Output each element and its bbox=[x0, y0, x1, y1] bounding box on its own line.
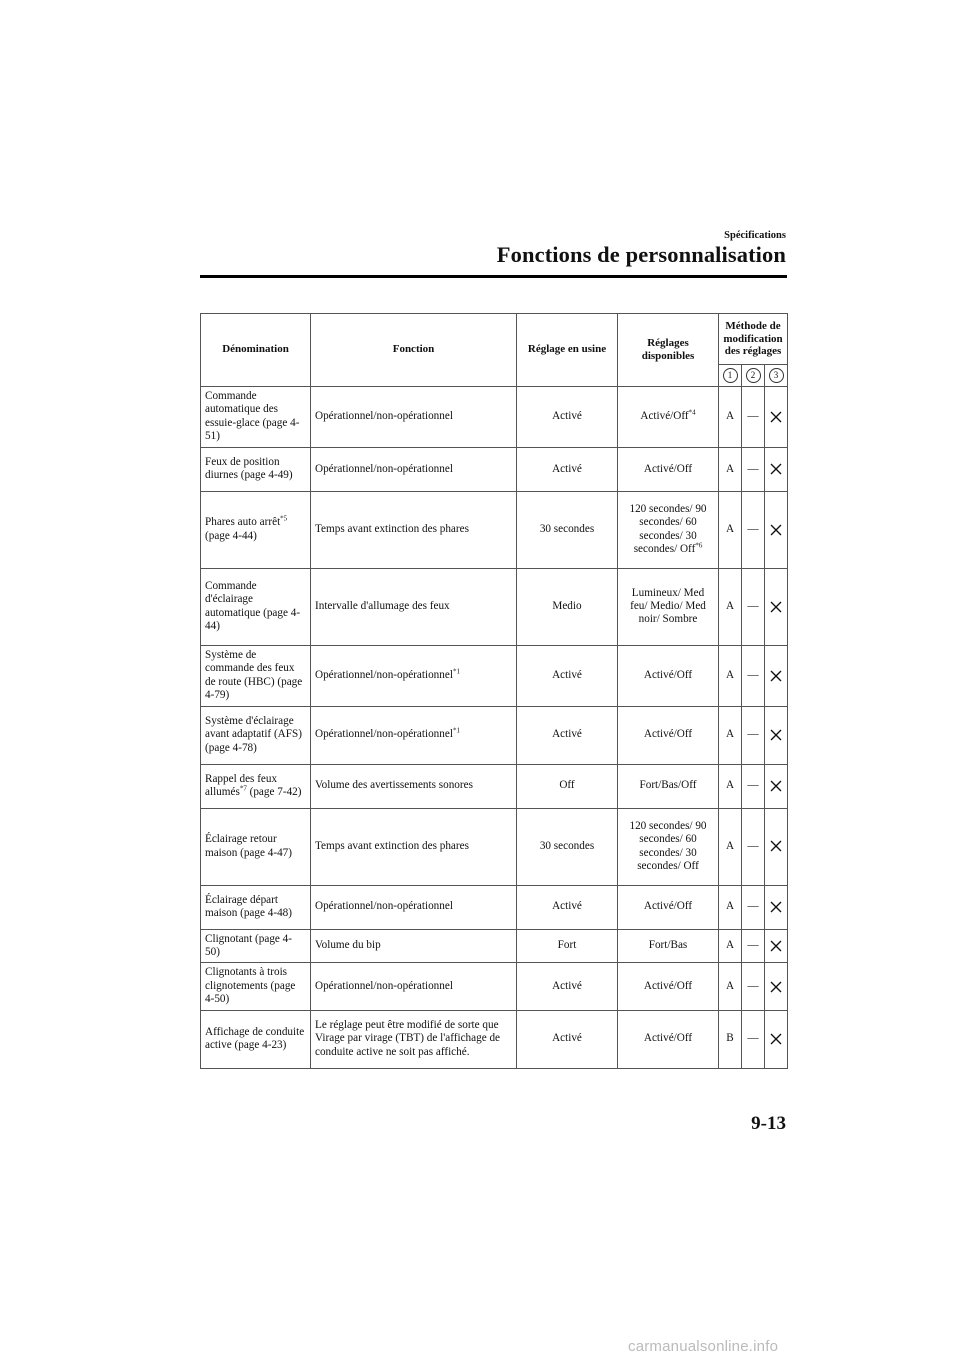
available-text: Lumineux/ Med feu/ Medio/ Med noir/ Sombre bbox=[630, 586, 706, 626]
watermark: carmanualsonline.info bbox=[628, 1338, 779, 1355]
cell-method-2: — bbox=[742, 1010, 765, 1068]
cell-method-3 bbox=[765, 929, 788, 963]
table-row bbox=[201, 963, 788, 1010]
function-text: Opérationnel/non-opérationnel bbox=[315, 979, 453, 992]
cell-method-3 bbox=[765, 808, 788, 885]
table-row bbox=[201, 929, 788, 963]
cell-method-2: — bbox=[742, 808, 765, 885]
cell-factory-setting: 30 secondes bbox=[517, 808, 618, 885]
name-text: Système de commande des feux de route (HBC) (page 4-79) bbox=[205, 648, 303, 702]
cell-method-2: — bbox=[742, 963, 765, 1010]
cell-method-2: — bbox=[742, 929, 765, 963]
cell-factory-setting: Off bbox=[517, 764, 618, 808]
cell-factory-setting: Activé bbox=[517, 645, 618, 706]
table-row bbox=[201, 645, 788, 706]
table-row bbox=[201, 885, 788, 929]
name-page-ref: (page 7-42) bbox=[246, 786, 302, 798]
cross-icon bbox=[769, 462, 783, 476]
function-text: Opérationnel/non-opérationnel bbox=[315, 668, 453, 681]
cell-factory-setting: Fort bbox=[517, 929, 618, 963]
cell-factory-setting: Activé bbox=[517, 963, 618, 1010]
cell-function bbox=[311, 808, 517, 885]
cross-icon bbox=[769, 980, 783, 994]
cell-factory-setting: Activé bbox=[517, 1010, 618, 1068]
cell-name bbox=[201, 764, 311, 808]
cell-method-2: — bbox=[742, 447, 765, 491]
cell-method-1: A bbox=[719, 706, 742, 764]
function-text: Opérationnel/non-opérationnel bbox=[315, 410, 453, 423]
cell-method-1: A bbox=[719, 808, 742, 885]
cell-method-2: — bbox=[742, 568, 765, 645]
cell-name bbox=[201, 491, 311, 568]
name-text: Rappel des feux allumés bbox=[205, 772, 278, 798]
cell-method-1: A bbox=[719, 764, 742, 808]
available-footnote: *4 bbox=[688, 408, 696, 417]
name-footnote: *7 bbox=[239, 784, 247, 793]
cell-method-1: A bbox=[719, 447, 742, 491]
available-text: Activé/Off bbox=[643, 462, 693, 475]
cell-available-settings bbox=[618, 808, 719, 885]
cell-method-3 bbox=[765, 447, 788, 491]
cross-icon bbox=[769, 523, 783, 537]
table-row bbox=[201, 491, 788, 568]
cell-method-2: — bbox=[742, 706, 765, 764]
cell-method-3 bbox=[765, 1010, 788, 1068]
cell-method-1: A bbox=[719, 491, 742, 568]
available-text: Activé/Off bbox=[640, 410, 689, 423]
name-text: Système d'éclairage avant adaptatif (AFS) (page 4-78) bbox=[205, 714, 302, 754]
cell-function bbox=[311, 568, 517, 645]
cross-icon bbox=[769, 600, 783, 614]
name-text: Affichage de conduite active (page 4-23) bbox=[205, 1025, 305, 1052]
cell-method-3 bbox=[765, 963, 788, 1010]
table-row bbox=[201, 808, 788, 885]
available-text: Activé/Off bbox=[643, 900, 693, 913]
table-row bbox=[201, 706, 788, 764]
section-label: Spécifications bbox=[724, 230, 786, 241]
cell-available-settings bbox=[618, 568, 719, 645]
available-text: Activé/Off bbox=[643, 1032, 693, 1045]
cross-icon bbox=[769, 728, 783, 742]
header-function: Fonction bbox=[311, 314, 517, 387]
cell-method-1: A bbox=[719, 645, 742, 706]
cross-icon bbox=[769, 939, 783, 953]
cell-name bbox=[201, 885, 311, 929]
header-factory: Réglage en usine bbox=[517, 314, 618, 387]
cell-method-3 bbox=[765, 645, 788, 706]
function-text: Opérationnel/non-opérationnel bbox=[315, 900, 453, 913]
name-text: Clignotant (page 4-50) bbox=[205, 932, 292, 958]
function-text: Le réglage peut être modifié de sorte que Virage par virage (TBT) de l'affichage de conduite active ne soit pas affiché. bbox=[315, 1019, 501, 1058]
cell-name bbox=[201, 1010, 311, 1068]
cell-available-settings bbox=[618, 963, 719, 1010]
cell-method-1: A bbox=[719, 568, 742, 645]
cell-available-settings bbox=[618, 764, 719, 808]
page-number: 9-13 bbox=[751, 1113, 786, 1134]
cell-factory-setting: Medio bbox=[517, 568, 618, 645]
name-text: Feux de position diurnes (page 4-49) bbox=[205, 455, 293, 482]
cell-available-settings bbox=[618, 929, 719, 963]
cell-method-2: — bbox=[742, 491, 765, 568]
cell-available-settings bbox=[618, 706, 719, 764]
available-text: 120 secondes/ 90 secondes/ 60 secondes/ 30 secondes/ Off bbox=[629, 502, 707, 556]
cell-method-2: — bbox=[742, 387, 765, 448]
table-row bbox=[201, 568, 788, 645]
cell-method-3 bbox=[765, 387, 788, 448]
name-page-ref: (page 4-44) bbox=[205, 529, 257, 542]
cell-method-2: — bbox=[742, 885, 765, 929]
table-header-row bbox=[201, 314, 788, 365]
available-text: 120 secondes/ 90 secondes/ 60 secondes/ 30 secondes/ Off bbox=[629, 819, 707, 872]
function-text: Opérationnel/non-opérationnel bbox=[315, 728, 453, 741]
cell-method-2: — bbox=[742, 764, 765, 808]
cell-method-1: A bbox=[719, 387, 742, 448]
available-text: Activé/Off bbox=[643, 728, 693, 741]
cell-method-3 bbox=[765, 885, 788, 929]
cell-name bbox=[201, 387, 311, 448]
table-row bbox=[201, 764, 788, 808]
cell-available-settings bbox=[618, 645, 719, 706]
cell-name bbox=[201, 568, 311, 645]
available-text: Activé/Off bbox=[643, 979, 693, 992]
name-text: Clignotants à trois clignotements (page 4-50) bbox=[205, 966, 296, 1006]
method-2-icon: 2 bbox=[746, 368, 761, 383]
cell-available-settings bbox=[618, 491, 719, 568]
cell-method-1: A bbox=[719, 963, 742, 1010]
name-text: Commande automatique des essuie-glace (page 4-51) bbox=[205, 390, 300, 443]
cell-factory-setting: Activé bbox=[517, 447, 618, 491]
function-text: Temps avant extinction des phares bbox=[315, 839, 469, 852]
available-text: Fort/Bas/Off bbox=[639, 779, 697, 792]
cell-factory-setting: Activé bbox=[517, 885, 618, 929]
page-title: Fonctions de personnalisation bbox=[496, 242, 786, 267]
function-text: Opérationnel/non-opérationnel bbox=[315, 462, 453, 475]
cross-icon bbox=[769, 1032, 783, 1046]
table-row bbox=[201, 1010, 788, 1068]
available-text: Activé/Off bbox=[643, 668, 693, 681]
customization-table bbox=[200, 313, 788, 1069]
cross-icon bbox=[769, 839, 783, 853]
cell-function bbox=[311, 1010, 517, 1068]
cell-name bbox=[201, 706, 311, 764]
available-footnote: *6 bbox=[695, 541, 703, 550]
cell-function bbox=[311, 447, 517, 491]
cell-available-settings bbox=[618, 387, 719, 448]
cell-function bbox=[311, 645, 517, 706]
cell-function bbox=[311, 885, 517, 929]
cell-factory-setting: 30 secondes bbox=[517, 491, 618, 568]
cell-available-settings bbox=[618, 1010, 719, 1068]
function-text: Temps avant extinction des phares bbox=[315, 523, 469, 536]
cell-available-settings bbox=[618, 885, 719, 929]
cell-method-1: A bbox=[719, 885, 742, 929]
function-footnote: *1 bbox=[452, 726, 460, 735]
name-footnote: *5 bbox=[280, 514, 288, 523]
name-text: Éclairage départ maison (page 4-48) bbox=[205, 893, 292, 919]
cell-function bbox=[311, 706, 517, 764]
method-3-icon: 3 bbox=[769, 368, 784, 383]
cell-factory-setting: Activé bbox=[517, 387, 618, 448]
cell-function bbox=[311, 491, 517, 568]
name-text: Phares auto arrêt bbox=[205, 516, 281, 529]
function-footnote: *1 bbox=[452, 667, 460, 676]
cell-function bbox=[311, 387, 517, 448]
cell-function bbox=[311, 764, 517, 808]
cell-method-3 bbox=[765, 764, 788, 808]
function-text: Intervalle d'allumage des feux bbox=[315, 600, 450, 613]
header-available: Réglages disponibles bbox=[618, 314, 719, 387]
cell-function bbox=[311, 963, 517, 1010]
cell-name bbox=[201, 447, 311, 491]
cross-icon bbox=[769, 900, 783, 914]
name-text: Commande d'éclairage automatique (page 4-44) bbox=[205, 579, 301, 633]
table-row bbox=[201, 447, 788, 491]
function-text: Volume des avertissements sonores bbox=[315, 779, 473, 792]
cell-name bbox=[201, 808, 311, 885]
method-1-icon: 1 bbox=[723, 368, 738, 383]
table-row bbox=[201, 387, 788, 448]
cell-name bbox=[201, 929, 311, 963]
cell-name bbox=[201, 645, 311, 706]
cell-factory-setting: Activé bbox=[517, 706, 618, 764]
function-text: Volume du bip bbox=[315, 939, 381, 952]
header-methods: Méthode de modification des réglages bbox=[719, 314, 788, 365]
name-text: Éclairage retour maison (page 4-47) bbox=[205, 833, 292, 859]
cross-icon bbox=[769, 779, 783, 793]
cell-name bbox=[201, 963, 311, 1010]
cell-method-1: B bbox=[719, 1010, 742, 1068]
cell-function bbox=[311, 929, 517, 963]
cell-available-settings bbox=[618, 447, 719, 491]
cell-method-1: A bbox=[719, 929, 742, 963]
available-text: Fort/Bas bbox=[648, 939, 688, 952]
header-name: Dénomination bbox=[201, 314, 311, 387]
cross-icon bbox=[769, 410, 783, 424]
cell-method-3 bbox=[765, 706, 788, 764]
cross-icon bbox=[769, 669, 783, 683]
cell-method-3 bbox=[765, 568, 788, 645]
title-rule bbox=[200, 275, 787, 278]
cell-method-2: — bbox=[742, 645, 765, 706]
cell-method-3 bbox=[765, 491, 788, 568]
